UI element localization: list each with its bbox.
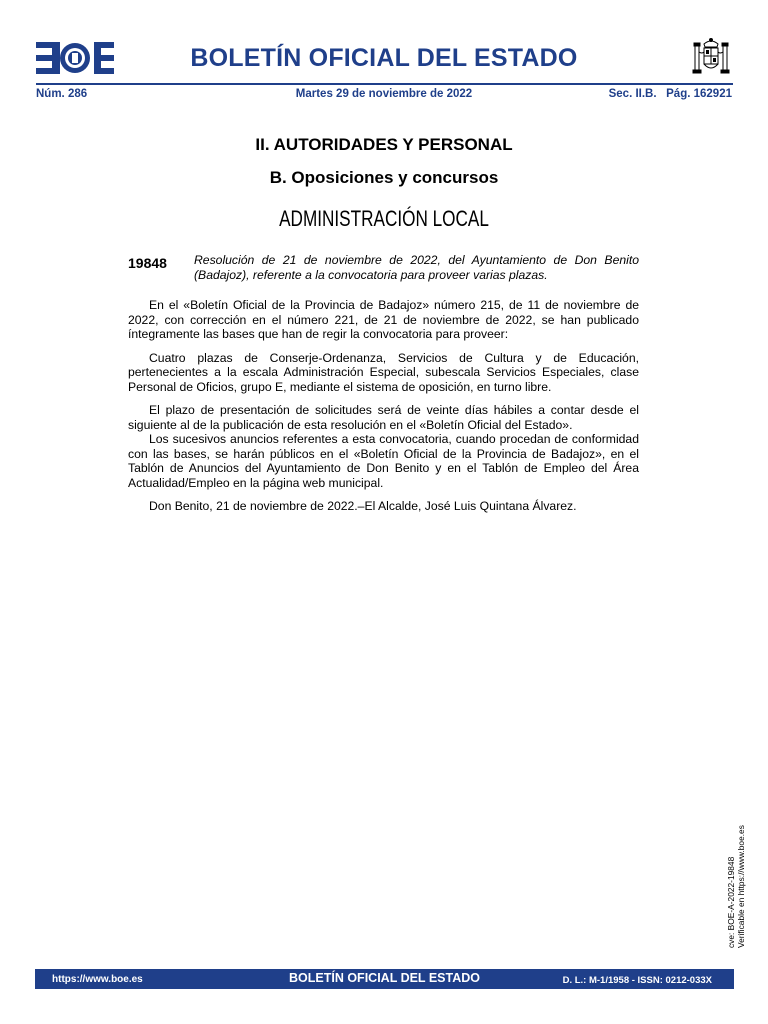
verification-sidebar [726, 808, 746, 948]
issue-number: Núm. 286 [36, 88, 88, 100]
section-page: Sec. II.B. Pág. 162921 [608, 88, 732, 100]
body-paragraph: El plazo de presentación de solicitudes será de veinte días hábiles a contar desde el siguiente al de la publicación de esta resolución en el «Boletín Oficial del Estado». [128, 403, 639, 432]
cve-code: cve: BOE-A-2022-19848 [726, 856, 736, 948]
footer-title: BOLETÍN OFICIAL DEL ESTADO [289, 971, 480, 985]
announcement-number: 19848 [128, 255, 167, 271]
document-body [128, 298, 639, 523]
section-title: II. AUTORIDADES Y PERSONAL [255, 135, 513, 154]
footer-legal: D. L.: M-1/1958 - ISSN: 0212-033X [562, 975, 712, 986]
signature-line: Don Benito, 21 de noviembre de 2022.–El Alcalde, José Luis Quintana Álvarez. [149, 499, 577, 513]
issue-date: Martes 29 de noviembre de 2022 [295, 88, 473, 100]
footer-bar [35, 969, 734, 989]
verify-link[interactable]: Verificable en https://www.boe.es [736, 825, 746, 948]
body-paragraph: Los sucesivos anuncios referentes a esta convocatoria, cuando procedan de conformidad con las bases, se harán públicos en el «Boletín Oficial de la Provincia de Badajoz», en el Tablón de Anuncios del Ayuntamiento de Don Benito y en el Tablón de Empleo del Área Actualidad/Empleo en la página web municipal. [128, 432, 639, 490]
footer-url-link[interactable]: https://www.boe.es [52, 974, 143, 985]
masthead-title: BOLETÍN OFICIAL DEL ESTADO [190, 44, 578, 72]
coat-of-arms-icon [690, 36, 732, 80]
announcement-title: Resolución de 21 de noviembre de 2022, del Ayuntamiento de Don Benito (Badajoz), referente a la convocatoria para proveer varias plazas. [194, 253, 639, 282]
organization-heading: ADMINISTRACIÓN LOCAL [279, 206, 489, 231]
subsection-title: B. Oposiciones y concursos [269, 168, 499, 187]
body-paragraph: En el «Boletín Oficial de la Provincia de Badajoz» número 215, de 11 de noviembre de 2022, con corrección en el número 221, de 21 de noviembre de 2022, se han publicado íntegramente las bases que han de regir la convocatoria para proveer: [128, 298, 639, 341]
header-rule [36, 83, 733, 85]
body-paragraph: Cuatro plazas de Conserje-Ordenanza, Servicios de Cultura y de Educación, pertenecientes a la escala Administración Especial, subescala Servicios Especiales, clase Personal de Oficios, grupo E, mediante el sistema de oposición, en turno libre. [128, 350, 639, 394]
